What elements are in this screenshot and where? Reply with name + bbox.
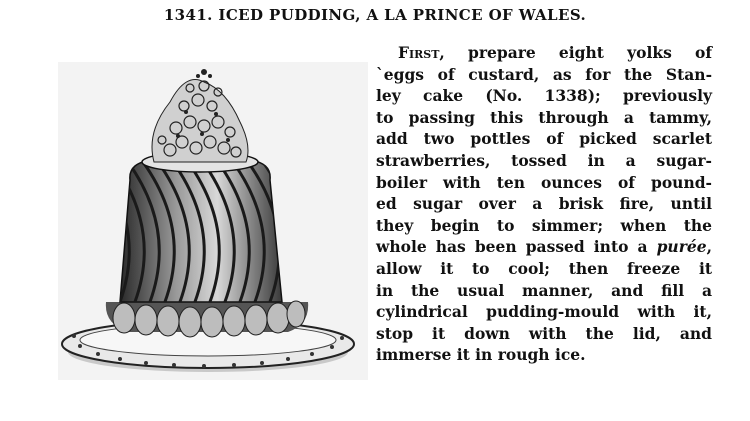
recipe-line: add two pottles of picked scarlet xyxy=(376,129,712,149)
recipe-line: ed sugar over a brisk fire, until xyxy=(376,194,712,214)
recipe-line: allow it to cool; then freeze it xyxy=(376,258,712,278)
recipe-line: in the usual manner, and fill a xyxy=(376,280,712,300)
recipe-line: cylindrical pudding-mould with it, xyxy=(376,302,712,322)
recipe-line: strawberries, tossed in a sugar- xyxy=(376,150,712,170)
recipe-line: to passing this through a tammy, xyxy=(376,107,712,127)
recipe-line: whole has been passed into a purée, xyxy=(376,237,712,257)
recipe-line: `eggs of custard, as for the Stan- xyxy=(376,64,712,84)
puree-word: purée xyxy=(656,237,707,257)
recipe-line: boiler with ten ounces of pound- xyxy=(376,172,712,192)
recipe-heading: 1341. ICED PUDDING, A LA PRINCE OF WALES. xyxy=(163,6,587,24)
first-word: First, xyxy=(398,43,445,62)
recipe-line: ley cake (No. 1338); previously xyxy=(376,86,712,106)
recipe-line: stop it down with the lid, and xyxy=(376,323,712,343)
recipe-text xyxy=(376,42,712,366)
recipe-line: they begin to simmer; when the xyxy=(376,215,712,235)
recipe-line: immerse it in rough ice. xyxy=(376,345,586,365)
recipe-line: First, prepare eight yolks of xyxy=(398,43,712,62)
pudding-illustration xyxy=(58,62,368,380)
pudding-engraving xyxy=(58,62,368,380)
